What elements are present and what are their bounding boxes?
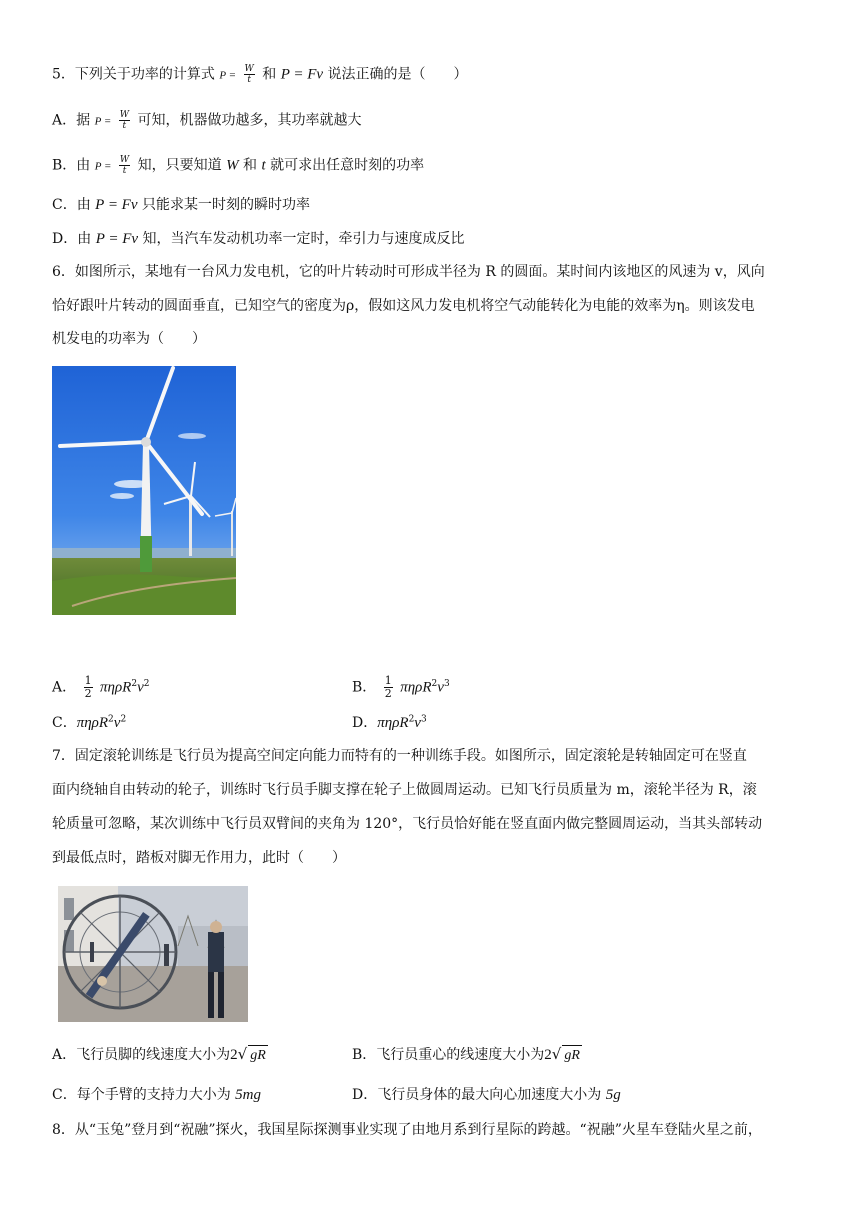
option-label: D．飞行员身体的最大向心加速度大小为 (352, 1087, 602, 1103)
option-label: D．由 (52, 231, 92, 247)
option-text: 知，只要知道 (137, 157, 222, 174)
frac-den: 2 (84, 687, 92, 700)
expr: πηρR (377, 715, 409, 731)
option-text: 知，当汽车发动机功率一定时，牵引力与速度成反比 (142, 231, 465, 247)
exp: 2 (131, 678, 138, 689)
q5-stem-suffix: 说法正确的是（ ） (327, 66, 468, 83)
q5-stem-prefix: 5．下列关于功率的计算式 (52, 66, 215, 83)
value: 5mg (235, 1087, 262, 1103)
q7-option-d (352, 1085, 621, 1105)
option-label: C． (52, 715, 77, 731)
exp: 2 (408, 714, 415, 725)
q6-option-d (352, 713, 427, 733)
var-t: t (261, 157, 266, 174)
frac-num: W (119, 110, 129, 120)
var-v: v (113, 715, 121, 731)
var-v: v (437, 679, 444, 696)
frac-den: t (122, 166, 127, 176)
exp: 2 (108, 714, 114, 725)
fraction (119, 110, 130, 131)
option-label: A．据 (52, 112, 91, 129)
q7-option-b (352, 1044, 582, 1066)
expr: πηρR (100, 679, 132, 696)
q5-stem-mid: 和 (262, 66, 277, 83)
sqrt-icon: √ (237, 1045, 248, 1063)
p-eq: P = (94, 160, 112, 173)
wind-turbine-photo (52, 366, 236, 615)
exp: 3 (443, 678, 450, 689)
formula: P = Fv (95, 197, 138, 213)
frac-num: 1 (84, 674, 92, 687)
q5-option-b (52, 155, 424, 177)
option-label: A．飞行员脚的线速度大小为 (52, 1047, 231, 1063)
q5-formula: P = Fv (280, 66, 324, 83)
option-text: 只能求某一时刻的瞬时功率 (141, 197, 310, 213)
q5-option-c (52, 195, 310, 215)
expr: πηρR (76, 715, 109, 731)
q8-stem-line1: 8．从“玉兔”登月到“祝融”探火，我国星际探测事业实现了由地月系到行星际的跨越。“祝融”火星车登陆火星之前， (52, 1122, 762, 1138)
option-label: B． (352, 679, 377, 696)
training-wheel-illustration (58, 886, 248, 1022)
expr: πηρR (400, 679, 432, 696)
value: 5g (605, 1087, 621, 1103)
option-text-and: 和 (243, 157, 258, 174)
q6-option-a (52, 675, 150, 700)
fraction (119, 155, 130, 176)
frac-den: 2 (384, 687, 392, 700)
training-wheel-photo (58, 886, 248, 1022)
option-label: B．飞行员重心的线速度大小为 (352, 1047, 545, 1063)
frac-num: W (119, 155, 130, 165)
var-w: W (226, 157, 239, 174)
q5-fraction (244, 64, 255, 85)
exp: 2 (143, 678, 150, 689)
option-label: B．由 (52, 157, 91, 174)
q5-option-a (52, 110, 361, 132)
q7-stem-line3: 轮质量可忽略，某次训练中飞行员双臂间的夹角为 120°，飞行员恰好能在竖直面内做完整圆周运动，当其头部转动 (52, 816, 763, 832)
q7-stem-line2: 面内绕轴自由转动的轮子，训练时飞行员手脚支撑在轮子上做圆周运动。已知飞行员质量为 m，滚轮半径为 R，滚 (52, 782, 757, 798)
q5-option-d (52, 229, 464, 249)
half-fraction (84, 675, 93, 700)
exp: 3 (420, 714, 427, 725)
sqrt-icon: √ (551, 1045, 562, 1063)
q7-stem-line1: 7．固定滚轮训练是飞行员为提高空间定向能力而特有的一种训练手段。如图所示，固定滚轮是转轴固定可在竖直 (52, 748, 747, 764)
frac-den: t (247, 75, 251, 85)
option-label: D． (352, 715, 378, 731)
q7-stem-line4: 到最低点时，踏板对脚无作用力，此时（ ） (52, 850, 346, 866)
exp: 2 (431, 678, 438, 689)
q6-stem-line2: 恰好跟叶片转动的圆面垂直，已知空气的密度为ρ，假如这风力发电机将空气动能转化为电能的效率为η。则该发电 (52, 298, 755, 314)
q6-option-b (352, 675, 450, 700)
option-label: C．每个手臂的支持力大小为 (52, 1087, 231, 1103)
option-label: C．由 (52, 197, 91, 213)
q6-option-c (52, 713, 126, 733)
p-eq: P = (94, 115, 112, 128)
option-text: 可知，机器做功越多，其功率就越大 (137, 112, 362, 129)
frac-num: 1 (384, 674, 392, 687)
var-v: v (414, 715, 421, 731)
radicand: gR (248, 1045, 268, 1066)
q7-option-a (52, 1044, 268, 1066)
radicand: gR (562, 1045, 582, 1066)
q7-option-c (52, 1085, 261, 1105)
q6-stem-line3: 机发电的功率为（ ） (52, 331, 206, 347)
coef: 2 (544, 1047, 552, 1063)
formula: P = Fv (95, 231, 139, 247)
exp: 2 (120, 714, 127, 725)
coef: 2 (230, 1047, 238, 1063)
option-text-tail: 就可求出任意时刻的功率 (270, 157, 425, 174)
wind-turbine-illustration (52, 366, 236, 615)
var-v: v (137, 679, 144, 696)
q5-p-eq: P = (219, 69, 237, 82)
q6-stem-line1: 6．如图所示，某地有一台风力发电机，它的叶片转动时可形成半径为 R 的圆面。某时间内该地区的风速为 v，风向 (52, 264, 765, 280)
frac-num: W (244, 64, 254, 74)
half-fraction (384, 675, 393, 700)
q5-stem (52, 64, 468, 86)
frac-den: t (122, 121, 127, 131)
option-label: A． (52, 679, 77, 696)
